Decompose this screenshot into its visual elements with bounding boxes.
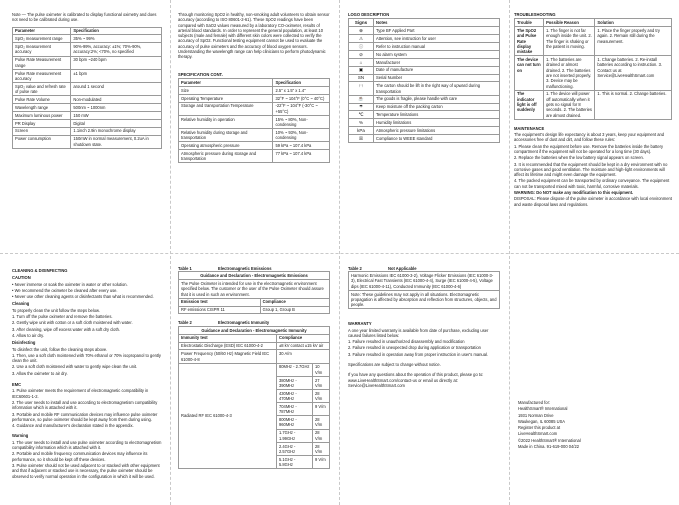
table-cell: -22°F ~ 104°F (-30°C ~ +55°C) [273,102,330,115]
col-header: Notes [374,19,500,27]
col-header: Possible Reason [544,19,595,27]
table-cell: Refer to instruction manual [374,42,500,50]
logo-table [348,18,500,143]
troubleshooting-panel [514,12,672,208]
table-cell: 10% ~ 93%, Non-condensing [273,129,330,142]
table-row [515,27,672,56]
table1 [178,271,330,314]
table-row [13,35,162,43]
spec-cont-title: SPECIFICATION CONT. [178,71,223,77]
table-cell: 1.7GHz - 1.99GHz [276,429,312,442]
table1-cell: RF emissions CISPR 11 [179,306,261,314]
troubleshooting-title: TROUBLESHOOTING [514,12,556,17]
table-cell: 1. This is normal. 2. Change batteries. [595,90,672,119]
table-cell: 1. The batteries are drained or almost drained. 2. The batteries are not inserted properly. 3. Device may be malfunctioning. [544,56,595,90]
table-cell: 9 V/m [312,455,329,468]
table-cell: 1.1inch 2.9in monochrome display [71,127,162,135]
manufacturer-line: Made in China. 91-619-000 04/22 [518,444,579,450]
col-header: Signs [349,19,374,27]
col-header: Parameter [179,78,273,86]
table-cell: Storage and transportation Temperature [179,102,273,115]
table1-title: Electromagnetic Emissions [218,266,272,271]
table-cell: No alarm system [374,50,500,58]
col-header: Compliance [276,334,329,342]
table-row [179,150,330,163]
manufacturer-line: Register this product at [518,425,561,431]
table-row [179,363,330,376]
table-cell: Operating Temperature [179,94,273,102]
maintenance-item: 1. Please clean the equipment before use. Remove the batteries inside the battery compartment if the equipment will not be operated for a long time (30 days). [514,143,664,154]
warranty-item: 2. Failure resulted in unexpected drop during application or transportation [348,345,481,351]
table-row [515,90,672,119]
table-cell: Attention, see instruction for use! [374,35,500,43]
col-header: Parameter [13,27,71,35]
maintenance-disposal: DISPOSAL: Please dispose of the pulse oximeter in accordance with local environment and waste disposal laws and regulations. [514,196,672,207]
emc-label: EMC [12,382,22,388]
table-cell: Relative humidity in operation [179,115,273,128]
spec-note: Note — The pulse oximeter is calibrated to display functional oximetry and does not need to be calibrated during use. [12,12,157,23]
table-cell: 2.5" x 1.5" x 1.4" [273,86,330,94]
table-row [349,27,500,35]
table-cell: 10 V/m [312,363,329,376]
table-row [13,135,162,148]
table-cell: Temperature limitations [374,111,500,119]
table-row [179,102,330,115]
table-cell: 28 V/m [312,389,329,402]
table-cell: SN [349,74,374,82]
maintenance-item: 3. It is recommended that the equipment should be kept in a dry environment with no corrosive gases and good ventilation. The moisture and high-light environments will affect its lifetime and might even damage the equipment. [514,161,668,178]
table-row [13,111,162,119]
maintenance-intro: The equipment's design life expectancy is about 3 years, keep your equipment and accessories free of dust and dirt, and follow these rules: [514,132,665,143]
table-cell: PR Display [13,119,71,127]
logo-panel [348,12,500,143]
table3-note: Note: These guidelines may not apply in all situations. Electromagnetic propagation is affected by absorption and reflection from structures, objects, and people. [349,290,500,308]
cleaning-step: 3. After cleaning, wipe off excess water with a soft dry cloth. [12,326,121,332]
spec-cont-panel [178,12,330,163]
col-header: Compliance [260,298,329,306]
table-cell: 30 bpm ~240 bpm [71,56,162,69]
cleaning-step: 4. Allow to air dry. [12,332,45,338]
caution-item: • Never use other cleaning agents or disinfectants than what is recommended. [12,294,154,300]
col-header: Specification [273,78,330,86]
table-cell: 15% ~ 80%, Non-condensing [273,115,330,128]
spec-table [12,27,162,149]
table-row [179,142,330,150]
emc-item: 3. Portable and mobile RF communication devices may influence pulse oximeter performance, so pulse oximeter should be kept away from them during using. [12,411,158,422]
table-cell: 1. Place the finger properly and try again. 2. Remain still during the measurement. [595,27,672,56]
emc-item: 1. Pulse oximeter meets the requirement of electromagnetic compatibility in IEC60601-1-2. [12,388,149,399]
table-cell: around 1 second [71,82,162,95]
table-row [349,103,500,111]
spec-panel [12,12,162,149]
cleaning-label: Cleaning [12,301,30,307]
table-cell: SpO₂ measurement accuracy [13,43,71,56]
col-header: Trouble [515,19,544,27]
table-cell: Size [179,86,273,94]
cleaning-intro: To properly clean the unit follow the steps below. [12,307,100,313]
table-cell: Pulse Rate Volume [13,96,71,104]
table-cell: Operating atmospheric pressure [179,142,273,150]
table-cell: ⌂ [349,58,374,66]
fold-line [0,253,679,254]
cleaning-step: 2. Gently wipe unit with cotton or a soft cloth moistened with water. [12,320,133,326]
table2-cell: 30 A/m [276,350,329,363]
emc-item: 4. Guidance and manufacturer's declaration stated in the appendix. [12,423,134,429]
table-cell: Keep moisture off the packing carton [374,103,500,111]
table-cell: 500nm ~ 1000nm [71,104,162,112]
warranty-title: WARRANTY [348,321,372,327]
table-cell: Power consumption [13,135,71,148]
table-cell: 5.1GHz - 5.8GHz [276,455,312,468]
table-cell: 1. Change batteries. 2. Re-install batteries according to instruction. 3. Contact us at Service@LiveHealthSmart.com [595,56,672,90]
disinfect-step: 1. Then, use a soft cloth moistened with 70% ethanol or 70% isopropanol to gently clean the unit. [12,352,161,364]
manufacturer-line: Waukegan, IL 60085 USA [518,418,566,424]
maintenance-item: 2. Replace the batteries when the low battery signal appears on screen. [514,155,644,161]
table-cell: SpO₂ measurement range [13,35,71,43]
table-cell: 1. The finger is not far enough inside the unit. 2. The finger is shaking or the patient is moving. [544,27,595,56]
table-cell: Serial Number [374,74,500,82]
table-cell: SpO₂ value and refresh rate of pulse rate [13,82,71,95]
table2 [178,326,330,469]
disinfect-step: 3. Allow the oximeter to air dry. [12,370,68,376]
table-row [179,129,330,142]
col-header: Emission test [179,298,261,306]
table-cell: ▣ [349,66,374,74]
warranty-panel [348,266,500,389]
table-row [349,74,500,82]
table-row [349,127,500,135]
table-cell: The goods is fragile, please handle with care [374,95,500,103]
table-cell: Relative humidity during storage and transportation [179,129,273,142]
table-row [13,82,162,95]
warranty-intro: A one year limited warranty is available from date of purchase, excluding user caused failures listed below: [348,327,489,338]
table2-guidance: Guidance and Declaration - Electromagnetic Immunity [179,326,330,334]
cleaning-step: 1. Turn off the pulse oximeter and remove the batteries. [12,314,113,320]
logo-title: LOGO DESCRIPTION [348,12,390,17]
table-cell: 80MHz - 2.7GHz [276,363,312,376]
table-cell: Pulse Rate Measurement range [13,56,71,69]
table-row [349,95,500,103]
cleaning-panel [12,268,164,480]
table-cell: 32°F ~ 104°F (0°C ~ 40°C) [273,94,330,102]
validation-text: Through monitoring SpO2 in healthy, non-smoking adult volunteers to obtain sensor accuracy (according to ISO 80601-2-61). These SpO2 readings have been compared with SaO2 values measured by a laboratory CO-oximeter, results of arterial blood standards. In order to represent the general population, at least 10 subjects (male and female) with different skin colors were collected to verify the accuracy of SpO2. Functional testing equipment cannot be used to evaluate the accuracy of pulse oximeters and the accuracy of blood oxygen sensors. Understanding the wavelength range can help clinicians to perform photodynamic therapy. [178,12,330,60]
table-cell: Screen [13,127,71,135]
warning-item: 2. Portable and mobile frequency communication devices may influence its performance, so it should be kept off these devices. [12,451,148,462]
col-header: Immunity test [179,334,277,342]
table-row [13,104,162,112]
table-cell: Compliance to WEEE standard [374,135,500,143]
col-header: Specification [71,27,162,35]
table-row [13,119,162,127]
table-cell: 9 V/m [312,403,329,416]
table-cell: Maximum luminous power [13,111,71,119]
table-cell: 150 mW [71,111,162,119]
table2-cell: Electrostatic Discharge (ESD) IEC 61000-4-2 [179,342,277,350]
table-row [349,82,500,95]
table-cell: ⊕ [349,27,374,35]
table-cell: 35% ~ 99% [71,35,162,43]
table-cell: Wavelength range [13,104,71,112]
table-cell: ☒ [349,135,374,143]
warning-item: 3. Pulse oximeter should not be used adjacent to or stacked with other equipment and that if adjacent or stacked use is necessary, the pulse oximeter should be observed to verify normal operation in the configuration in which it will be used. [12,462,160,479]
table-cell: ☕ [349,95,374,103]
table-cell: 800MHz - 960MHz [276,416,312,429]
table-row [515,56,672,90]
table-row [349,50,500,58]
table-row [13,56,162,69]
disinfect-label: Disinfecting [12,340,36,346]
table-cell: Date of manufacture [374,66,500,74]
maintenance-warning: WARNING: Do NOT make any modification to this equipment. [514,189,634,195]
table-cell: 1. The device will power off automatically when it gets no signal for 8 seconds. 2. The batteries are almost drained. [544,90,595,119]
table-row [349,135,500,143]
table-cell: 77 kPa ~ 107.4 kPa [273,150,330,163]
warranty-item: 3. Failure resulted in operation away from proper instruction in user's manual. [348,351,489,357]
table3 [348,271,500,309]
table3-label: Table 2 [348,266,362,271]
caution-item: • Never immerse or soak the oximeter in water or other solution. [12,281,128,287]
table-row [13,69,162,82]
table-cell: ℃ [349,111,374,119]
table-cell: 28 V/m [312,429,329,442]
warranty-notice: Specifications are subject to change without notice. [348,362,441,368]
table-cell: The SpO2 and Pulse Rate display mistake [515,27,544,56]
table2-label: Table 2 [178,320,192,326]
table-cell: ±1 bpm [71,69,162,82]
table-cell: 27 V/m [312,376,329,389]
table-cell: Type BF Applied Part [374,27,500,35]
table-cell: 380MHz - 390MHz [276,376,312,389]
disinfect-step: 2. Use a soft cloth moistened with water to gently wipe clean the unit. [12,364,138,370]
table-cell: Atmospheric pressure limitations [374,127,500,135]
table-cell: 150mW in normal measurement, 0.2uA in shutdown state. [71,135,162,148]
table-cell: % [349,119,374,127]
table-cell: 430MHz - 470MHz [276,389,312,402]
table-cell: The carton should be lift in the right way of upward during transportation [374,82,500,95]
table-cell: ↑↑ [349,82,374,95]
table-cell: Digital [71,119,162,127]
manufacturer-line: LiveHealthSmart.com [518,431,558,437]
troubleshooting-table [514,18,672,119]
table-row [13,43,162,56]
col-header: Solution [595,19,672,27]
table-row [13,127,162,135]
manufacturer-line: HealthSmart® International [518,406,568,412]
table-cell: kPa [349,127,374,135]
manufacturer-panel [518,400,638,450]
table1-guidance: Guidance and Declaration - Electromagnetic Emissions [179,272,330,280]
maintenance-item: 4. The packed equipment can be transported by ordinary conveyance. The equipment can not be transported mixed with toxic, harmful, corrosive materials. [514,178,670,189]
radiated-label: Radiated RF IEC 61000-4-3 [179,363,277,469]
manufacturer-line: Manufactured for: [518,400,551,405]
table-row [179,94,330,102]
table-cell: 28 V/m [312,442,329,455]
table-cell: The indicator light is off suddenly [515,90,544,119]
warranty-contact: If you have any questions about the operation of this product, please go to: www.LiveHealthSmart.com/contact-us or email us directly at: Service@LiveHealthSmart.com [348,372,484,388]
manufacturer-line: 1931 Norman Drive [518,412,554,418]
table-cell: Atmospheric pressure during storage and transportation [179,150,273,163]
table-row [179,115,330,128]
table-cell: ☂ [349,103,374,111]
table-cell: 2.4GHz - 2.57GHz [276,442,312,455]
table-row [349,66,500,74]
caution-label: CAUTION [12,275,31,281]
table-row [349,35,500,43]
table-row [349,58,500,66]
table-cell: ⊘ [349,50,374,58]
table-cell: 28 V/m [312,416,329,429]
table-row [349,42,500,50]
warning-item: 1. The user needs to install and use pulse oximeter according to electromagnetism compatibility information which is attached with it. [12,439,162,451]
table2-cell: Power Frequency (50/60 Hz) Magnetic Field IEC 61000-4-8 [179,350,277,363]
table-cell: The device can not turn on [515,56,544,90]
table-row [13,96,162,104]
table-cell: ⓘ [349,42,374,50]
table1-cell: Group 1, Group B [260,306,329,314]
table-cell: Pulse Rate measurement accuracy [13,69,71,82]
table-cell: 90%-99%, accuracy: ±1%; 70%-90%, accuracy:2%; <70%, no specified [71,43,162,56]
table1-desc: The Pulse Oximeter is intended for use in the electromagnetic environment specified below. The customer or the user of the Pulse Oximeter should assure that it is used in such an environment. [179,280,330,298]
table-cell: Humidity limitations [374,119,500,127]
table-row [349,111,500,119]
table3-title: Not Applicable [388,266,417,271]
spec-cont-table [178,78,330,163]
warranty-item: 1. Failure resulted in unauthorized disassembly and modification [348,339,465,345]
table1-label: Table 1 [178,266,192,271]
disinfect-intro: To disinfect the unit, follow the cleaning steps above. [12,346,108,352]
table-cell: 704MHz - 787MHz [276,403,312,416]
table-cell: 59 kPa ~ 107.4 kPa [273,142,330,150]
table-row [179,86,330,94]
warning-label: Warning [12,433,29,439]
manufacturer-line: ©2022 HealthSmart® International [518,437,581,443]
emc-tables-panel [178,266,330,469]
cleaning-title: CLEANING & DISINFECTING [12,268,68,273]
table-cell: ⚠ [349,35,374,43]
table2-title: Electromagnetic Immunity [218,320,270,326]
table-row [349,119,500,127]
table3-body: Harmonic Emissions IEC 61000-3-2), Voltage Flicker Emissions (IEC 61000-3-3), Electrical Fast Transients (IEC 61000-4-4), Surge (IEC 61000-4-5), Voltage dips (IEC 61000-4-11), Conducted Immunity (IEC 61000-4-6) [349,272,500,290]
maintenance-title: MAINTENANCE [514,125,545,131]
table-cell: Manufacturer [374,58,500,66]
caution-item: • We recommend the oximeter be cleaned after every use. [12,287,118,293]
table2-cell: ±8 kV contact ±15 kV air [276,342,329,350]
emc-item: 2. The user needs to install and use according to electromagnetism compatibility information which is attached with it. [12,399,158,411]
table-cell: Non-modulated [71,96,162,104]
